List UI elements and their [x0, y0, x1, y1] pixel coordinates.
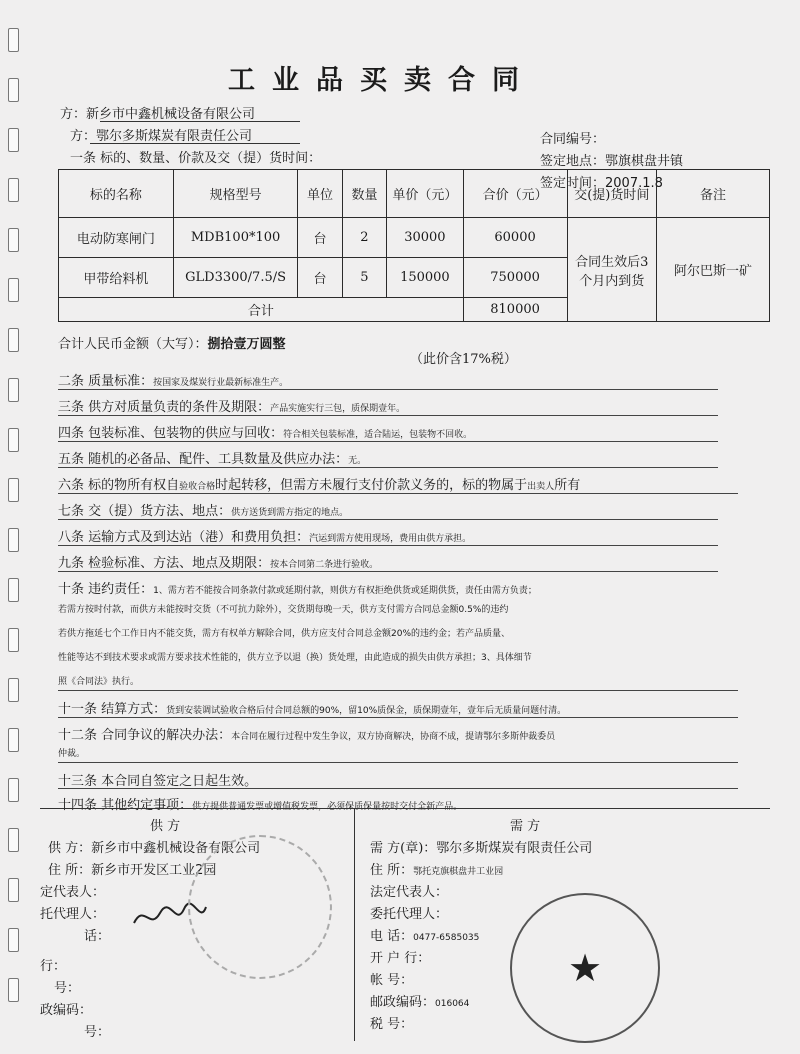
- signing-date: 签定时间：2007.1.8: [540, 176, 663, 191]
- signing-place: 签定地点：鄂旗棋盘井镇: [540, 154, 684, 169]
- clause-1-title: 一条 标的、数量、价款及交（提）货时间：: [70, 151, 322, 166]
- supplier-bank: 行：: [40, 959, 67, 974]
- remarks: 阿尔巴斯一矿: [657, 218, 770, 322]
- col-header: 规格型号: [173, 170, 298, 218]
- supplier-heading: 供 方: [150, 819, 181, 834]
- supplier-legal-rep: 定代表人：: [40, 885, 106, 900]
- table-row: 电动防寒闸门 MDB100*100 台 2 30000 60000 合同生效后3个月内到货 阿尔巴斯一矿: [59, 218, 770, 258]
- col-header: 数量: [342, 170, 386, 218]
- clause-4: 四条 包装标准、包装物的供应与回收：符合相关包装标准，适合陆运，包装物不回收。: [58, 426, 473, 441]
- clause-7: 七条 交（提）货方法、地点：供方送货到需方指定的地点。: [58, 504, 349, 519]
- star-icon: ★: [567, 946, 603, 990]
- supplier-company: 供 方：新乡市中鑫机械设备有限公司: [48, 841, 261, 856]
- total-rmb: 合计人民币金额（大写）：捌拾壹万圆整: [58, 337, 286, 352]
- signature-section: [40, 808, 770, 1041]
- clause-2: 二条 质量标准：按国家及煤炭行业最新标准生产。: [58, 374, 289, 389]
- supplier-line: 方：新乡市中鑫机械设备有限公司: [60, 107, 256, 122]
- supplier-address: 住 所：新乡市开发区工业2园: [48, 863, 217, 878]
- clause-10-text-5: 照《合同法》执行。: [58, 677, 140, 687]
- buyer-address: 住 所：鄂托克旗棋盘井工业园: [370, 863, 504, 878]
- buyer-bank: 开 户 行：: [370, 951, 431, 966]
- clause-10-text-3: 若供方拖延七个工作日内不能交货，需方有权单方解除合同，供方应支付合同总金额20%的违约金；若产品质量、: [58, 629, 511, 639]
- contract-number: 合同编号：: [540, 132, 606, 147]
- buyer-tax-no: 税 号：: [370, 1017, 414, 1032]
- clause-14: 十四条 其他约定事项：供方提供普通发票或增值税发票，必须保质保量按时交付全新产品。: [58, 798, 463, 813]
- clause-8: 八条 运输方式及到达站（港）和费用负担：汽运到需方使用现场，费用由供方承担。: [58, 530, 472, 545]
- clause-12-text-2: 仲裁。: [58, 749, 86, 759]
- supplier-phone: 话：: [84, 929, 111, 944]
- clause-10-text-2: 若需方按时付款，而供方未能按时交货（不可抗力除外），交货期每晚一天，供方支付需方合同总金额0.5%的违约: [58, 605, 509, 615]
- buyer-agent: 委托代理人：: [370, 907, 449, 922]
- clause-3: 三条 供方对质量负责的条件及期限：产品实施实行三包，质保期壹年。: [58, 400, 406, 415]
- supplier-postcode: 政编码：: [40, 1003, 93, 1018]
- clause-11: 十一条 结算方式：货到安装调试验收合格后付合同总额的90%，留10%质保金，质保期壹年，壹年后无质量问题付清。: [58, 702, 567, 717]
- buyer-stamp: [510, 893, 660, 1043]
- delivery-time: 合同生效后3个月内到货: [567, 218, 657, 322]
- clause-5: 五条 随机的必备品、配件、工具数量及供应办法：无。: [58, 452, 367, 467]
- goods-table: [58, 169, 770, 322]
- buyer-company: 需 方(章)：鄂尔多斯煤炭有限责任公司: [370, 841, 593, 856]
- col-header: 备注: [657, 170, 770, 218]
- buyer-heading: 需 方: [510, 819, 541, 834]
- supplier-account: 号：: [54, 981, 81, 996]
- buyer-line: 方：鄂尔多斯煤炭有限责任公司: [70, 129, 253, 144]
- document-title: 工业品买卖合同: [228, 65, 536, 96]
- col-header: 单价（元）: [387, 170, 464, 218]
- buyer-phone: 电 话：0477-6585035: [370, 929, 480, 944]
- supplier-agent: 托代理人：: [40, 907, 106, 922]
- binder-holes: [6, 18, 20, 1038]
- buyer-account: 帐 号：: [370, 973, 414, 988]
- clause-6: 六条 标的物所有权自验收合格时起转移，但需方未履行支付价款义务的，标的物属于出卖人所有: [58, 478, 581, 493]
- buyer-legal-rep: 法定代表人：: [370, 885, 449, 900]
- clause-10: 十条 违约责任：1、需方若不能按合同条款付款或延期付款，则供方有权拒绝供货或延期供货，责任由需方负责；: [58, 582, 537, 597]
- clause-9: 九条 检验标准、方法、地点及期限：按本合同第二条进行验收。: [58, 556, 379, 571]
- clause-10-text-4: 性能等达不到技术要求或需方要求技术性能的，供方立予以退（换）货处理，由此造成的损失由供方承担；3、具体细节: [58, 653, 532, 663]
- supplier-tax-no: 号：: [84, 1025, 111, 1040]
- col-header: 单位: [298, 170, 342, 218]
- clause-13: 十三条 本合同自签定之日起生效。: [58, 774, 258, 789]
- clause-12: 十二条 合同争议的解决办法：本合同在履行过程中发生争议，双方协商解决，协商不成，提请鄂尔多斯仲裁委员: [58, 728, 556, 743]
- col-header: 合价（元）: [463, 170, 567, 218]
- col-header: 交(提)货时间: [567, 170, 657, 218]
- buyer-postcode: 邮政编码：016064: [370, 995, 470, 1010]
- tax-note: （此价含17%税）: [410, 352, 517, 367]
- total-row: 合计 810000: [59, 298, 770, 322]
- col-header: 标的名称: [59, 170, 174, 218]
- supplier-stamp: [188, 835, 332, 979]
- table-row: 甲带给料机 GLD3300/7.5/S 台 5 150000 750000: [59, 258, 770, 298]
